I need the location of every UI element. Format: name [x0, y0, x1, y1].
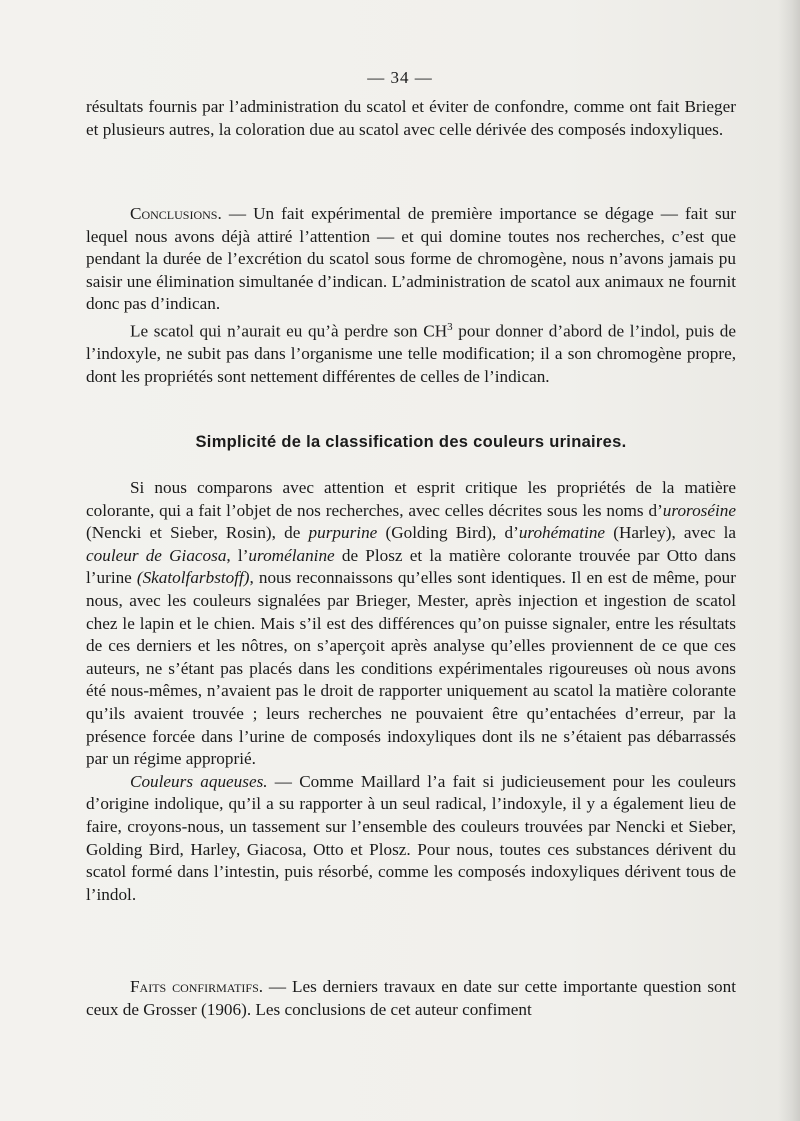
conclusions-paragraph: [86, 203, 736, 316]
term-skatolfarbstoff: (Skatolfarbstoff): [136, 568, 250, 588]
intro-paragraph: [86, 96, 736, 141]
term-uroroseine: uroroséine: [662, 500, 736, 520]
section-title: Simplicité de la classification des couleurs urinaires.: [195, 433, 627, 451]
simplicite-text-1: Si nous comparons avec attention et esprit critique les propriétés de la matière colorante, qui a fait l’objet de nos recherches, avec celles décrites sous les noms d’: [86, 478, 736, 520]
scatol-text-post: pour donner d’abord de l’indol, puis de l’indoxyle, ne subit pas dans l’organisme une telle modification; il a son chromogène propre, dont les propriétés sont nettement différentes de celles de l’indican.: [86, 321, 736, 386]
page-number: — 34 —: [367, 68, 433, 87]
term-urohematine: urohématine: [518, 523, 606, 543]
simplicite-text-7: , nous reconnaissons qu’elles sont identiques. Il en est de même, pour nous, avec les couleurs signalées par Brieger, Mester, après injection et ingestion de scatol chez le lapin et le chien. Mais s’il est des différences qu’on puisse signaler, entre les résultats de ces derniers et les nôtres, on s’aperçoit après analyse qu’elles proviennent de ce que ces auteurs, ne s’étant pas placés dans les conditions expérimentales rigoureuses où nous avons été nous-mêmes, n’avaient pas le droit de rapporter uniquement au scatol la matière colorante qu’ils avaient trouvée ; leurs recherches ne pouvaient être qu’entachées d’erreur, par la présence forcée dans l’urine de composés indoxyliques dont ils ne s’étaient pas débarrassés par un régime approprié.: [86, 568, 736, 769]
faits-section: [86, 976, 736, 1021]
conclusions-text: — Un fait expérimental de première importance se dégage — fait sur lequel nous avons déjà attiré l’attention — et qui domine toutes nos recherches, c’est que pendant la durée de l’excrétion du scatol sous forme de chromogène, nous n’avons jamais pu saisir une élimination simultanée d’indican. L’administration de scatol aux animaux ne fournit donc pas d’indican.: [86, 204, 736, 314]
scatol-text-pre: Le scatol qui n’aurait eu qu’à perdre son CH: [130, 321, 448, 341]
faits-text: — Les derniers travaux en date sur cette importante question sont ceux de Grosser (1906). Les conclusions de cet auteur confiment: [86, 977, 736, 1019]
scatol-superscript: 3: [447, 320, 453, 333]
term-uromelanine: uromélanine: [248, 545, 335, 565]
couleurs-paragraph: [86, 771, 736, 907]
simplicite-text-4: (Harley), avec la: [605, 523, 736, 543]
simplicite-text-6: de Plosz et la matière colorante trouvée par Otto dans l’urine: [86, 545, 736, 588]
scatol-paragraph: [86, 316, 736, 389]
page-edge-shadow: [778, 0, 800, 1121]
conclusions-section: [86, 203, 736, 388]
intro-text: résultats fournis par l’administration du scatol et éviter de confondre, comme ont fait Brieger et plusieurs autres, la coloration due au scatol avec celle dérivée des composés indoxyliques.: [86, 97, 736, 139]
faits-paragraph: [86, 976, 736, 1021]
term-purpurine: purpurine: [308, 523, 378, 543]
couleurs-heading: Couleurs aqueuses.: [130, 771, 268, 791]
conclusions-heading: Conclusions.: [130, 204, 222, 223]
simplicite-text-3: (Golding Bird), d’: [377, 523, 519, 543]
term-couleur-giacosa: couleur de Giacosa: [86, 545, 227, 565]
simplicite-text-2: (Nencki et Sieber, Rosin), de: [86, 523, 309, 543]
couleurs-text: — Comme Maillard l’a fait si judicieusement pour les couleurs d’origine indolique, qu’il a su rapporter à un seul radical, l’indoxyle, il y a également lieu de faire, croyons-nous, un tassement sur l’ensemble des couleurs trouvées par Nencki et Sieber, Golding Bird, Harley, Giacosa, Otto et Plosz. Pour nous, toutes ces substances dérivent du scatol formé dans l’intestin, puis résorbé, comme les composés indoxyliques dérivent tous de l’indol.: [86, 771, 736, 904]
simplicite-paragraph: [86, 477, 736, 771]
faits-heading: Faits confirmatifs.: [130, 977, 264, 996]
simplicite-text-5: , l’: [226, 545, 249, 565]
simplicite-section: [86, 477, 736, 906]
